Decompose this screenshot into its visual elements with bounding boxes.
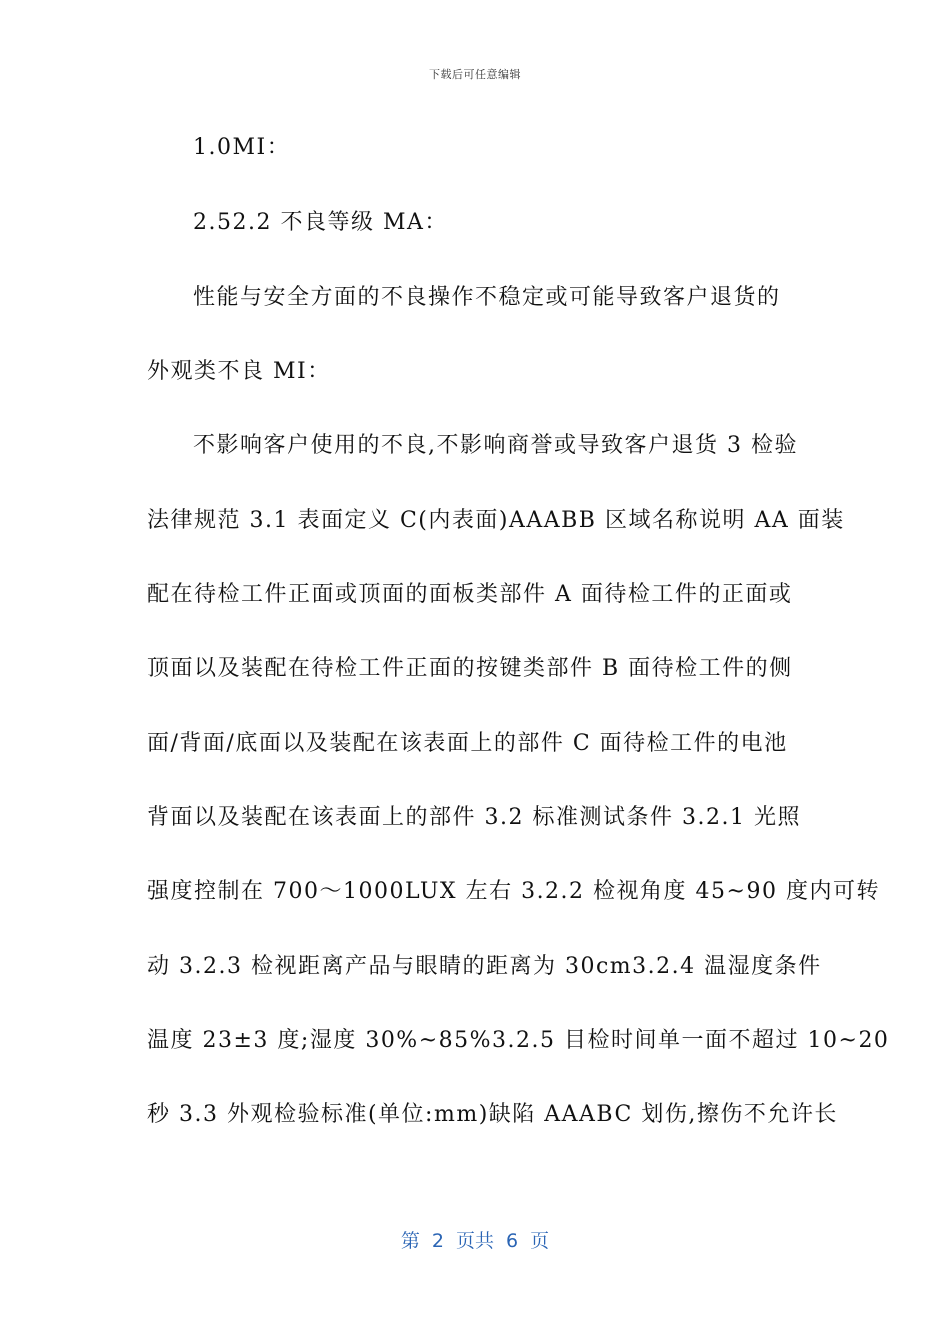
header-note: 下载后可任意编辑 — [429, 68, 521, 81]
page-number-footer: 第 2 页共 6 页 — [400, 1230, 550, 1252]
text-line-7: 配在待检工件正面或顶面的面板类部件 A 面待检工件的正面或 — [147, 582, 793, 607]
text-line-4: 外观类不良 MI： — [147, 359, 331, 384]
text-line-5: 不影响客户使用的不良,不影响商誉或导致客户退货 3 检验 — [193, 433, 798, 458]
text-line-11: 强度控制在 700～1000LUX 左右 3.2.2 检视角度 45~90 度内可转 — [147, 879, 880, 904]
text-line-13: 温度 23±3 度;湿度 30%~85%3.2.5 目检时间单一面不超过 10~20 — [147, 1028, 890, 1053]
text-line-2: 2.52.2 不良等级 MA： — [193, 210, 448, 235]
text-line-8: 顶面以及装配在待检工件正面的按键类部件 B 面待检工件的侧 — [147, 656, 793, 681]
text-line-12: 动 3.2.3 检视距离产品与眼睛的距离为 30cm3.2.4 温湿度条件 — [147, 954, 822, 979]
text-line-3: 性能与安全方面的不良操作不稳定或可能导致客户退货的 — [193, 285, 781, 310]
text-line-6: 法律规范 3.1 表面定义 C(内表面)AAABB 区域名称说明 AA 面装 — [147, 508, 845, 533]
text-line-9: 面/背面/底面以及装配在该表面上的部件 C 面待检工件的电池 — [147, 731, 788, 756]
text-line-14: 秒 3.3 外观检验标准(单位:mm)缺陷 AAABC 划伤,擦伤不允许长 — [147, 1102, 838, 1127]
text-line-10: 背面以及装配在该表面上的部件 3.2 标准测试条件 3.2.1 光照 — [147, 805, 801, 830]
text-line-1: 1.0MI： — [193, 135, 291, 160]
